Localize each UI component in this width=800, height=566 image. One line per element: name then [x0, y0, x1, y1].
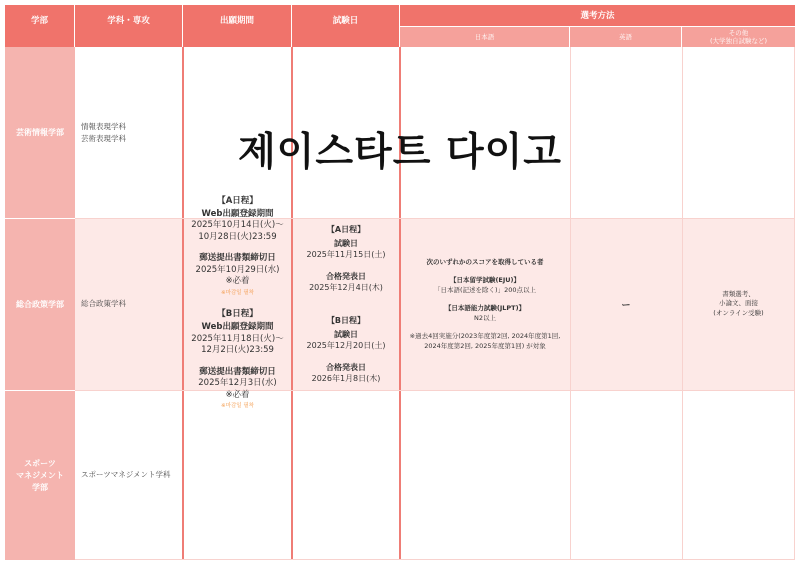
schedule-a-exam: [307, 224, 386, 294]
web-registration-start: 2025年11月18日(火)〜: [191, 333, 284, 344]
application-period-cell: [183, 195, 292, 409]
department-name: 総合政策学科: [81, 299, 126, 308]
result-day-value: 2025年12月4日(木): [309, 283, 383, 292]
arrival-required-note-korean: ※마감일 필착: [221, 403, 254, 409]
department-name: スポーツマネジメント学科: [81, 470, 171, 479]
mail-deadline-date: 2025年12月3日(水): [198, 378, 277, 388]
other-selection-line: (オンライン受験): [713, 308, 764, 317]
jlpt-title: 【日本語能力試験(JLPT)】: [444, 304, 526, 312]
result-day-title: 合格発表日: [326, 271, 366, 281]
header-exam-date: [292, 5, 400, 47]
header-faculty: [5, 5, 75, 47]
other-selection-line: 書類選考、: [722, 289, 755, 298]
faculty-name-line: マネジメント: [16, 470, 64, 480]
english-requirement-cell: [570, 218, 682, 390]
department-cell: [75, 390, 183, 560]
faculty-name: 総合政策学部: [16, 299, 64, 309]
header-department: [75, 5, 183, 47]
exam-day-value: 2025年12月20日(土): [306, 341, 386, 350]
faculty-cell-sport-management: [5, 390, 75, 560]
schedule-a-application: [191, 196, 283, 300]
mail-deadline-date: 2025年10月29日(水): [195, 264, 280, 275]
schedule-label: 【B日程】: [217, 309, 258, 319]
web-registration-end: 12月2日(火)23:59: [201, 345, 274, 355]
mail-deadline-title: 郵送提出書類締切日: [199, 366, 276, 377]
other-selection-line: 小論文、面接: [719, 299, 758, 308]
header-other: [682, 26, 795, 47]
faculty-cell-policy-studies: [5, 218, 75, 390]
arrival-required-note-korean: ※마감일 필착: [221, 289, 254, 296]
watermark-text: 제이스타트 다이고: [238, 130, 562, 175]
faculty-name-line: 学部: [32, 482, 48, 492]
faculty-name-line: スポーツ: [24, 458, 56, 468]
schedule-label: 【A日程】: [217, 195, 258, 206]
header-department-label: 学科・専攻: [107, 16, 150, 26]
japanese-requirement-intro: 次のいずれかのスコアを取得している者: [426, 258, 544, 266]
department-cell: [75, 218, 183, 390]
header-faculty-label: 学部: [30, 16, 48, 26]
header-application-period-label: 出願期間: [219, 16, 254, 26]
header-selection-method-label: 選考方法: [580, 10, 615, 21]
exam-day-title: 試験日: [334, 329, 358, 339]
web-registration-title: Web出願登録期間: [201, 322, 274, 332]
eju-requirement: 「日本語(記述を除く)」200点以上: [434, 286, 536, 294]
schedule-b-exam: [307, 315, 386, 385]
department-name: 情報表現学科: [81, 121, 126, 131]
row-divider: [75, 559, 795, 560]
schedule-label: 【A日程】: [326, 224, 366, 234]
arrival-required-note: ※必着: [225, 389, 250, 400]
web-registration-start: 2025年10月14日(火)〜: [191, 220, 284, 230]
other-selection-cell: [682, 218, 795, 390]
schedule-b-application: [191, 309, 283, 413]
department-name: 芸術表現学科: [81, 133, 126, 143]
header-selection-method: [400, 5, 795, 26]
header-english-label: 英語: [619, 33, 632, 41]
web-registration-end: 10月28日(火)23:59: [198, 231, 277, 242]
exam-day-value: 2025年11月15日(土): [306, 250, 386, 259]
header-japanese-label: 日本語: [474, 33, 495, 41]
jlpt-requirement: N2以上: [474, 314, 496, 322]
exam-date-cell: [292, 218, 400, 390]
row-divider: [75, 390, 795, 391]
arrival-required-note: ※必着: [225, 276, 250, 286]
result-day-value: 2026年1月8日(木): [311, 374, 381, 383]
english-requirement-dash: ー: [621, 300, 631, 311]
header-exam-date-label: 試験日: [332, 16, 359, 26]
score-validity-note: ※過去4回実施分(2023年度第2回, 2024年度第1回,: [409, 332, 561, 340]
faculty-name: 芸術情報学部: [16, 127, 64, 137]
schedule-label: 【B日程】: [326, 315, 366, 325]
header-english: [570, 26, 682, 47]
header-other-label: その他: [728, 29, 749, 37]
exam-day-title: 試験日: [334, 238, 358, 248]
mail-deadline-title: 郵送提出書類締切日: [199, 253, 276, 263]
header-application-period: [183, 5, 292, 47]
header-japanese: [400, 26, 570, 47]
score-validity-note: 2024年度第2回, 2025年度第1回) が対象: [424, 342, 546, 350]
eju-title: 【日本留学試験(EJU)】: [449, 276, 521, 284]
header-other-sublabel: (大学独自試験など): [709, 37, 768, 45]
web-registration-title: Web出願登録期間: [201, 208, 274, 219]
result-day-title: 合格発表日: [326, 362, 366, 372]
japanese-requirement-cell: [400, 218, 570, 390]
